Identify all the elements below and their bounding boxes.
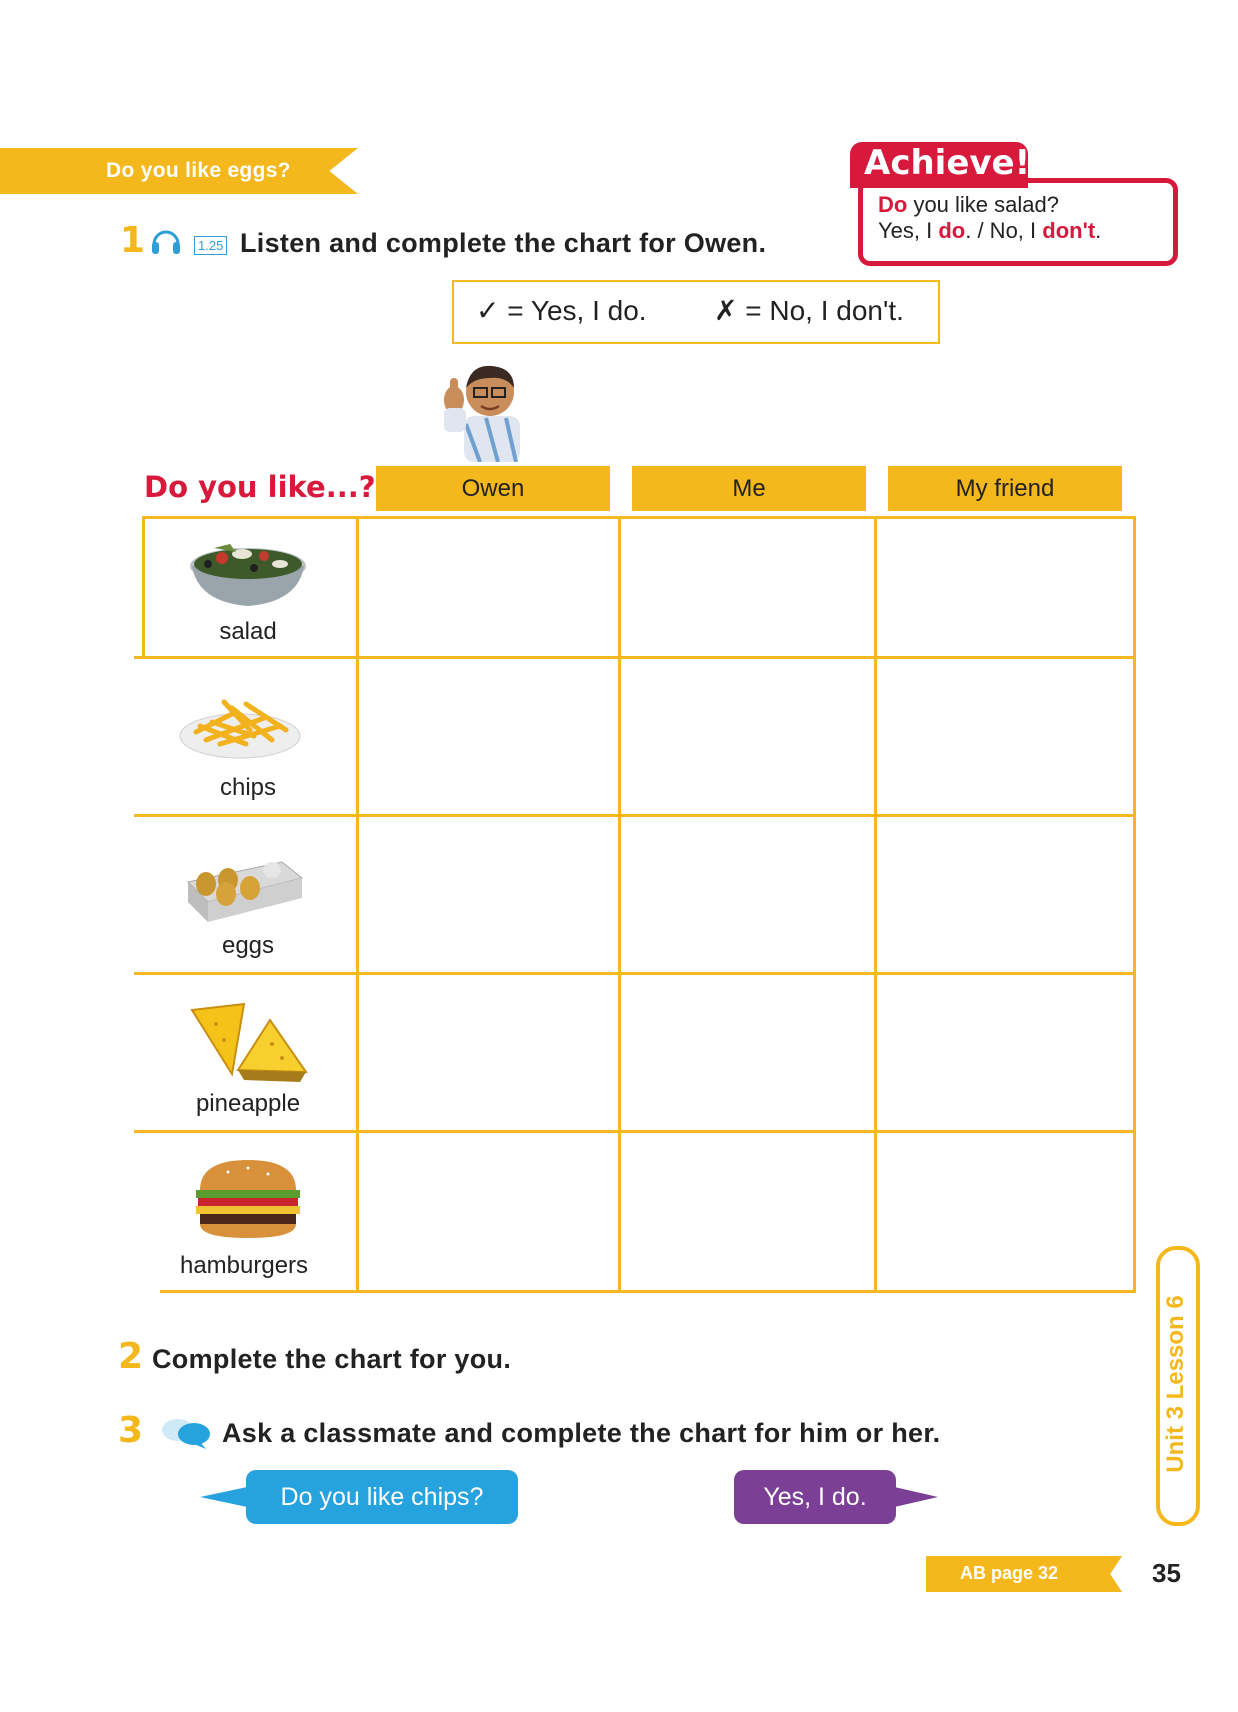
eggs-picture xyxy=(178,842,306,928)
chips-picture xyxy=(176,682,304,768)
food-label-pineapple: pineapple xyxy=(195,1090,301,1117)
answer-bubble-text: Yes, I do. xyxy=(763,1483,867,1511)
speech-bubble-icon xyxy=(160,1416,212,1450)
answer-cell-pineapple-friend[interactable] xyxy=(880,978,1130,1126)
answer-cell-pineapple-owen[interactable] xyxy=(362,978,614,1126)
achieve-answer-keyword: don't xyxy=(1042,218,1096,243)
food-label-salad: salad xyxy=(219,618,277,645)
answer-cell-salad-me[interactable] xyxy=(624,522,870,652)
table-border-bottom xyxy=(160,1290,1136,1293)
table-column-divider xyxy=(618,516,621,1293)
answer-cell-eggs-owen[interactable] xyxy=(362,820,614,968)
answer-bubble-tail xyxy=(890,1486,938,1508)
question-bubble-tail xyxy=(200,1486,252,1508)
answer-cell-hamburgers-friend[interactable] xyxy=(880,1136,1130,1286)
achieve-answer-part: . xyxy=(1095,218,1102,243)
key-yes: ✓ = Yes, I do. xyxy=(476,295,647,326)
activity-1-number: 1 xyxy=(120,220,146,261)
pineapple-picture xyxy=(186,1000,314,1086)
question-bubble-text: Do you like chips? xyxy=(280,1483,484,1511)
answer-cell-pineapple-me[interactable] xyxy=(624,978,870,1126)
table-border-left xyxy=(142,516,145,658)
achieve-title: Achieve! xyxy=(864,143,1031,183)
answer-cell-hamburgers-me[interactable] xyxy=(624,1136,870,1286)
activity-2-instruction: Complete the chart for you. xyxy=(152,1344,512,1374)
achieve-question-rest: you like salad? xyxy=(907,192,1059,217)
unit-lesson-label-wrap xyxy=(1162,1255,1190,1513)
answer-cell-chips-owen[interactable] xyxy=(362,662,614,810)
answer-cell-eggs-me[interactable] xyxy=(624,820,870,968)
achieve-answer-part: Yes, I xyxy=(878,218,939,243)
achieve-answer-keyword: do xyxy=(938,218,966,243)
table-row-divider xyxy=(134,656,1136,659)
unit-lesson-label: Unit 3 Lesson 6 xyxy=(1162,1295,1189,1473)
answer-cell-salad-friend[interactable] xyxy=(880,522,1130,652)
table-column-divider xyxy=(874,516,877,1293)
audio-track-number: 1.25 xyxy=(194,236,227,255)
achieve-question-keyword: Do xyxy=(878,192,908,217)
column-header-my-friend: My friend xyxy=(888,466,1122,511)
achieve-question xyxy=(878,192,1059,218)
answer-cell-chips-friend[interactable] xyxy=(880,662,1130,810)
food-label-chips: chips xyxy=(219,774,277,801)
answer-cell-eggs-friend[interactable] xyxy=(880,820,1130,968)
table-column-divider xyxy=(356,516,359,1293)
activity-3-number: 3 xyxy=(118,1410,144,1451)
headphones-icon[interactable] xyxy=(150,224,182,256)
answer-cell-chips-me[interactable] xyxy=(624,662,870,810)
activity-2-number: 2 xyxy=(118,1336,144,1377)
table-border-top xyxy=(144,516,1136,519)
owen-picture xyxy=(436,352,546,462)
answer-cell-salad-owen[interactable] xyxy=(362,522,614,652)
achieve-answer xyxy=(878,218,1101,244)
food-label-hamburgers: hamburgers xyxy=(179,1252,309,1279)
activity-1-instruction: Listen and complete the chart for Owen. xyxy=(240,228,767,258)
activity-3-instruction: Ask a classmate and complete the chart for him or her. xyxy=(222,1418,941,1448)
hamburger-picture xyxy=(184,1156,312,1242)
table-row-divider xyxy=(134,814,1136,817)
lesson-banner-title: Do you like eggs? xyxy=(106,159,291,182)
table-row-divider xyxy=(134,1130,1136,1133)
food-label-eggs: eggs xyxy=(221,932,275,959)
table-border-right xyxy=(1133,516,1136,1293)
answer-cell-hamburgers-owen[interactable] xyxy=(362,1136,614,1286)
column-header-owen: Owen xyxy=(376,466,610,511)
chart-question-label: Do you like...? xyxy=(144,470,376,504)
column-header-me: Me xyxy=(632,466,866,511)
key-no: ✗ = No, I don't. xyxy=(714,295,904,326)
table-row-divider xyxy=(134,972,1136,975)
page-number: 35 xyxy=(1152,1558,1181,1588)
achieve-answer-part: . / No, I xyxy=(965,218,1043,243)
ab-page-reference[interactable]: AB page 32 xyxy=(960,1563,1059,1583)
salad-picture xyxy=(184,526,312,612)
